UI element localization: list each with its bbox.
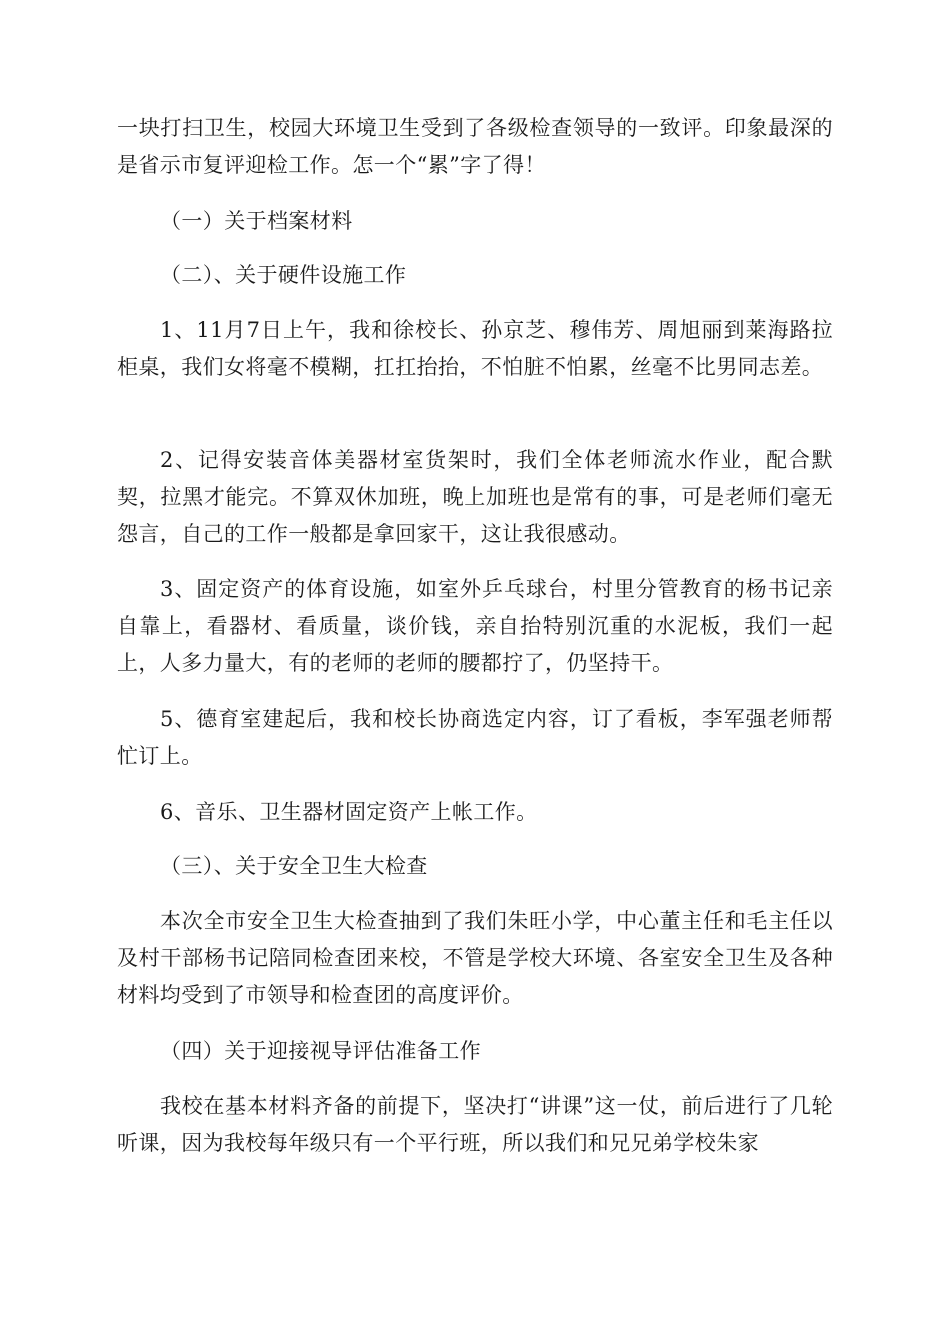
section-heading-evaluation: （四）关于迎接视导评估准备工作 xyxy=(160,1039,481,1063)
paragraph-item-2: 2、记得安装音体美器材室货架时，我们全体老师流水作业，配合默契，拉黑才能完。不算双休加班，晚上加班也是常有的事，可是老师们毫无怨言，自己的工作一般都是拿回家干，这让我很感动。 xyxy=(117,448,833,546)
section-heading-archives: （一）关于档案材料 xyxy=(160,209,353,233)
paragraph-item-1: 1、11月7日上午，我和徐校长、孙京芝、穆伟芳、周旭丽到莱海路拉柜桌，我们女将毫不模糊，扛扛抬抬，不怕脏不怕累，丝毫不比男同志差。 xyxy=(117,318,833,379)
paragraph-safety-inspection: 本次全市安全卫生大检查抽到了我们朱旺小学，中心董主任和毛主任以及村干部杨书记陪同检查团来校，不管是学校大环境、各室安全卫生及各种材料均受到了市领导和检查团的高度评价。 xyxy=(117,909,833,1007)
section-heading-safety: （三）、关于安全卫生大检查 xyxy=(160,854,428,878)
paragraph-item-5: 5、德育室建起后，我和校长协商选定内容，订了看板，李军强老师帮忙订上。 xyxy=(117,707,833,768)
section-heading-hardware: （二）、关于硬件设施工作 xyxy=(160,263,407,287)
paragraph-continuation: 一块打扫卫生，校园大环境卫生受到了各级检查领导的一致评。印象最深的是省示市复评迎检工作。怎一个“累”字了得！ xyxy=(117,116,833,177)
paragraph-item-6: 6、音乐、卫生器材固定资产上帐工作。 xyxy=(160,800,538,824)
paragraph-evaluation-prep: 我校在基本材料齐备的前提下，坚决打“讲课”这一仗，前后进行了几轮听课，因为我校每年级只有一个平行班，所以我们和兄兄弟学校朱家 xyxy=(117,1094,833,1155)
paragraph-item-3: 3、固定资产的体育设施，如室外乒乓球台，村里分管教育的杨书记亲自靠上，看器材、看质量，谈价钱，亲自抬特别沉重的水泥板，我们一起上，人多力量大，有的老师的老师的腰都拧了，仍坚持干。 xyxy=(117,577,833,675)
